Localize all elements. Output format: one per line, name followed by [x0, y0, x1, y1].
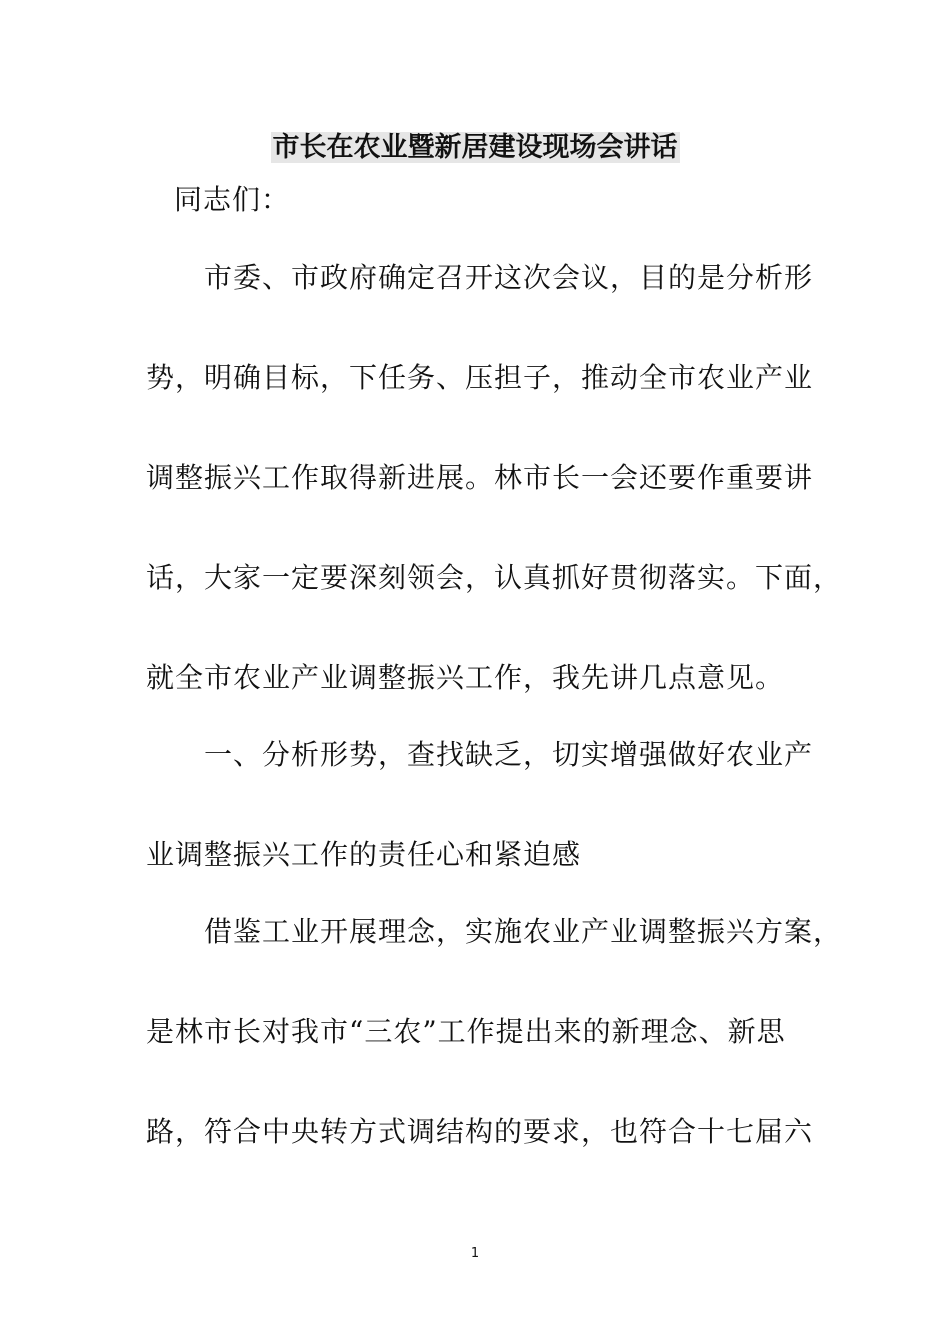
salutation: 同志们： [174, 183, 291, 216]
paragraph-line: 势，明确目标，下任务、压担子，推动全市农业产业 [146, 361, 814, 394]
paragraph-line: 话，大家一定要深刻领会，认真抓好贯彻落实。下面， [146, 561, 843, 594]
page-number: 1 [470, 1246, 480, 1261]
document-title [0, 128, 950, 168]
paragraph-line: 借鉴工业开展理念，实施农业产业调整振兴方案， [204, 915, 843, 948]
document-title-text: 市长在农业暨新居建设现场会讲话 [272, 132, 678, 163]
paragraph-line: 就全市农业产业调整振兴工作，我先讲几点意见。 [146, 661, 785, 694]
section-heading-line: 一、分析形势，查找缺乏，切实增强做好农业产 [204, 738, 814, 771]
paragraph-line: 路，符合中央转方式调结构的要求，也符合十七届六 [146, 1115, 814, 1148]
section-heading-line: 业调整振兴工作的责任心和紧迫感 [146, 838, 582, 871]
paragraph-line: 调整振兴工作取得新进展。林市长一会还要作重要讲 [146, 461, 814, 494]
paragraph-line: 是林市长对我市“三农”工作提出来的新理念、新思 [146, 1015, 786, 1048]
paragraph-line: 市委、市政府确定召开这次会议，目的是分析形 [204, 261, 814, 294]
